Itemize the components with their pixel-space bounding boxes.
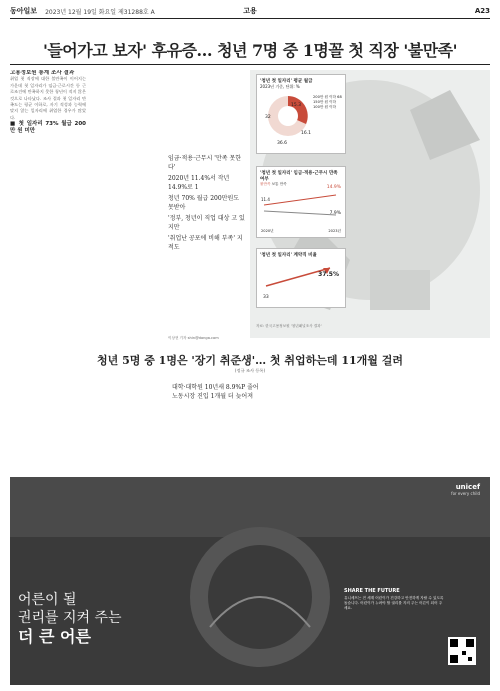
share-body: 유니세프는 전 세계 어린이가 건강하고 안전하게 자랄 수 있도록 돕습니다. 어린이가 누려야 할 권리를 지켜 주는 어른이 되어 주세요. xyxy=(344,596,444,610)
monthly-wage-chart xyxy=(256,74,346,154)
page-number: A23 xyxy=(474,7,490,15)
infographic-credit xyxy=(250,344,490,348)
box1-item: 150만 원 이하 xyxy=(313,100,337,104)
unicef-wordmark: unicef xyxy=(455,483,480,491)
article2-column-2 xyxy=(90,380,166,472)
ad-line-1: 어른이 될 xyxy=(18,592,77,608)
qr-code[interactable] xyxy=(448,637,476,665)
box2-year: 2023년 xyxy=(328,229,341,233)
box3-title: '청년 첫 일자리' 계약직 비율 xyxy=(260,253,317,258)
legend-unsatisfied: 불만족 xyxy=(260,182,271,186)
article-column-1 xyxy=(10,70,86,340)
unicef-advertisement xyxy=(10,477,490,685)
article2-column-5 xyxy=(410,380,490,472)
box3-value: 33 xyxy=(263,295,269,300)
box1-unit: 2023년 기준, 단위: % xyxy=(260,84,300,89)
main-headline: '들어가고 보자' 후유증… 청년 7명 중 1명꼴 첫 직장 '불만족' xyxy=(42,41,458,60)
article-column-3 xyxy=(168,70,246,150)
box1-value: 16.1 xyxy=(301,131,312,136)
satisfaction-chart xyxy=(256,166,346,238)
section-label: 고용 xyxy=(243,7,257,15)
share-title: SHARE THE FUTURE xyxy=(344,588,400,594)
column-subhead: 고용정보원 통계 조사 결과 xyxy=(10,70,75,76)
issue-meta: 2023년 12월 19일 화요일 제31288호 A xyxy=(45,8,155,16)
pull-line-3: 청년 70% 월급 200만원도 못받아 xyxy=(168,195,240,211)
ad-copy xyxy=(18,591,122,647)
box1-labels xyxy=(313,95,345,110)
ad-line-2: 권리를 지켜 주는 xyxy=(18,610,122,626)
masthead xyxy=(10,4,490,19)
box1-value: 36.6 xyxy=(277,141,288,146)
legend-satisfied: 만족 xyxy=(279,182,287,186)
contract-ratio-chart xyxy=(256,248,346,308)
box2-year: 2020년 xyxy=(261,229,274,233)
pull-quote xyxy=(168,154,246,254)
secondary-pull-line-1: 대학·대학원 10년새 8.9%P 줄어 xyxy=(172,384,259,391)
infographic-source: 자료: 한국고용정보원 '청년패널조사 결과' xyxy=(256,324,322,328)
ad-line-3: 더 큰 어른 xyxy=(18,627,91,646)
unicef-logo xyxy=(451,483,480,496)
box1-value: 15.3 xyxy=(291,103,302,108)
byline: 이상현 기자 shin@donga.com xyxy=(168,336,219,340)
box2-value: 7.9% xyxy=(329,211,341,216)
box1-value: 32 xyxy=(265,115,271,120)
headline-rule xyxy=(10,64,490,65)
ad-share-block xyxy=(344,589,444,611)
pull-line-1: 임금·적용·근무시 '만족 못한다' xyxy=(168,155,242,171)
secondary-pull-quote xyxy=(172,383,322,401)
pull-line-2: 2020년 11.4%서 작년 14.9%로 1 xyxy=(168,175,230,191)
box2-value: 11.4 xyxy=(261,197,270,202)
legend-neutral: 보통 xyxy=(271,182,279,186)
article2-column-4 xyxy=(330,380,406,472)
pull-line-5: '취업난 공포에 비해 부족' 지적도 xyxy=(168,235,243,251)
box2-title: '청년 첫 일자리' 임금·적용·근무시 만족 여부 xyxy=(260,171,338,182)
column-body: 취업 첫 직장에 대한 불만족이 이어지는 가운데 첫 일자리가 임금·근로시간 등 근로조건에 만족하지 못한 청년이 적지 않은 것으로 나타났다. 조사 결과 첫 일자리 만족도는 평균 이하로, 자기 적성과 능력에 맞지 않는 일자리에 취업한 경우가 많았다. xyxy=(10,76,86,120)
ad-background-art xyxy=(10,477,490,685)
box1-item: 100만 원 이하 xyxy=(313,105,337,109)
pull-line-4: '정부, 청년이 직업 대상 고 있지만 xyxy=(168,215,245,231)
article2-column-1 xyxy=(10,380,86,472)
qr-pattern xyxy=(448,637,476,665)
box2-value: 14.9% xyxy=(326,185,341,190)
box1-title: '청년 첫 일자리' 평균 월급 xyxy=(260,79,313,84)
unicef-tagline: for every child xyxy=(451,491,480,496)
secondary-subline: (정규 조사 등록) xyxy=(234,368,266,373)
column-subhead-2: ■ 첫 일자리 73% 월급 200만 원 미만 xyxy=(10,121,86,134)
secondary-pull-line-2: 노동시장 진입 1개월 더 늦어져 xyxy=(172,393,253,400)
box3-value: 37.5% xyxy=(318,271,339,278)
secondary-headline: 청년 5명 중 1명은 '장기 취준생'… 첫 취업하는데 11개월 걸려 xyxy=(97,354,403,367)
article-column-2 xyxy=(90,70,164,340)
box1-item: 200만 원 이하 68 xyxy=(313,95,342,99)
infographic xyxy=(250,70,490,338)
paper-name: 동아일보 xyxy=(10,6,38,15)
